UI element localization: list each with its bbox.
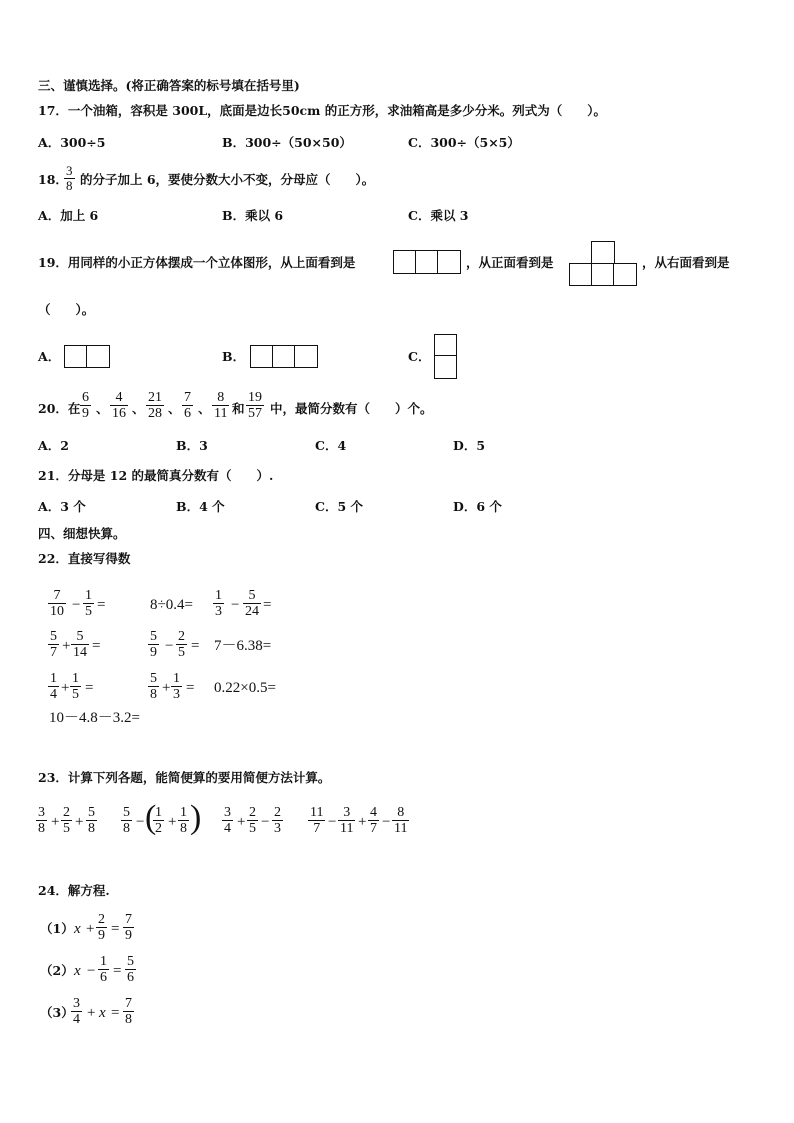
denominator: 8	[123, 821, 130, 836]
denominator: 5	[72, 687, 79, 702]
q18-fraction	[64, 164, 75, 193]
numerator: 1	[72, 671, 79, 686]
q22-item-9: 0.22×0.5=	[214, 680, 276, 696]
denominator: 7	[50, 645, 57, 660]
denominator: 9	[150, 645, 157, 660]
plus-sign: +	[86, 921, 95, 937]
q21-option-b: B．4 个	[176, 499, 225, 514]
numerator: 7	[48, 588, 66, 604]
equals-sign: =	[111, 921, 120, 937]
denominator: 8	[125, 1012, 132, 1027]
plus-sign: +	[168, 814, 177, 830]
numerator: 5	[50, 629, 57, 644]
denominator: 24	[245, 604, 259, 619]
minus-sign: −	[382, 814, 391, 830]
denominator: 8	[180, 821, 187, 836]
variable-x: x	[74, 921, 81, 937]
equals-sign: =	[92, 638, 101, 654]
q17-option-c: C．300÷（5×5）	[408, 135, 520, 150]
numerator: 1	[100, 954, 107, 969]
q19-stem-part1: 19．用同样的小正方体摆成一个立体图形，从上面看到是	[38, 255, 356, 270]
numerator: 19	[248, 390, 262, 405]
q20-fraction-3	[146, 390, 164, 421]
denominator: 4	[50, 687, 57, 702]
numerator: 3	[73, 996, 80, 1011]
denominator: 5	[85, 604, 92, 619]
plus-sign: +	[237, 814, 246, 830]
q18-stem: 的分子加上 6，要使分数大小不变，分母应（ ）。	[80, 172, 375, 187]
numerator: 5	[243, 588, 261, 604]
numerator: 3	[66, 163, 73, 178]
denominator: 8	[38, 821, 45, 836]
denominator: 2	[155, 821, 162, 836]
q23-stem: 23．计算下列各题，能简便算的要用简便方法计算。	[38, 770, 331, 785]
plus-sign: +	[75, 814, 84, 830]
numerator: 2	[178, 629, 185, 644]
denominator: 7	[313, 821, 321, 836]
q17-option-a: A．300÷5	[38, 135, 106, 150]
variable-x: x	[74, 963, 81, 979]
numerator: 7	[125, 912, 132, 927]
denominator: 6	[100, 970, 107, 985]
variable-x: x	[99, 1005, 106, 1021]
equals-sign: =	[191, 638, 200, 654]
numerator: 3	[38, 805, 45, 820]
numerator: 7	[184, 390, 191, 405]
numerator: 4	[370, 805, 377, 820]
minus-sign: −	[72, 597, 81, 613]
q20-option-c: C．4	[315, 438, 347, 453]
q18-option-b: B．乘以 6	[222, 208, 284, 223]
q20-option-d: D．5	[453, 438, 486, 453]
q20-fraction-4	[182, 390, 193, 421]
separator: 、	[132, 401, 145, 416]
separator: 、	[198, 401, 211, 416]
numerator: 5	[127, 954, 134, 969]
q17-option-b: B．300÷（50×50）	[222, 135, 352, 150]
numerator: 8	[392, 805, 409, 821]
section-title-4: 四、细想快算。	[38, 526, 126, 541]
denominator: 10	[50, 604, 64, 619]
equals-sign: =	[85, 680, 94, 696]
numerator: 11	[310, 805, 324, 820]
q20-suffix: 中，最简分数有（ ）个。	[270, 401, 433, 416]
numerator: 21	[148, 390, 162, 405]
numerator: 5	[88, 805, 95, 820]
q20-prefix: 20．在	[38, 401, 81, 416]
numerator: 5	[123, 805, 130, 820]
denominator: 5	[249, 821, 256, 836]
denominator: 6	[127, 970, 134, 985]
q24-stem: 24．解方程.	[38, 883, 110, 898]
numerator: 5	[71, 629, 89, 645]
q21-option-c: C．5 个	[315, 499, 363, 514]
numerator: 2	[98, 912, 105, 927]
numerator: 1	[173, 671, 180, 686]
q22-item-2: 8÷0.4=	[150, 597, 193, 613]
q21-option-a: A．3 个	[38, 499, 86, 514]
q18-option-c: C．乘以 3	[408, 208, 469, 223]
equals-sign: =	[113, 963, 122, 979]
minus-sign: −	[165, 638, 174, 654]
numerator: 5	[150, 629, 157, 644]
denominator: 4	[224, 821, 231, 836]
minus-sign: −	[261, 814, 270, 830]
numerator: 3	[224, 805, 231, 820]
minus-sign: −	[136, 814, 145, 830]
numerator: 1	[215, 588, 222, 603]
plus-sign: +	[61, 680, 70, 696]
denominator: 14	[73, 645, 87, 660]
q20-fraction-6	[246, 390, 264, 421]
q20-option-a: A．2	[38, 438, 69, 453]
section-title-3: 三、谨慎选择。(将正确答案的标号填在括号里)	[38, 78, 300, 93]
numerator: 3	[338, 805, 355, 821]
q17-stem: 17．一个油箱，容积是 300L，底面是边长50cm 的正方形，求油箱高是多少分米。列式为（ ）。	[38, 103, 606, 118]
q21-stem: 21．分母是 12 的最简真分数有（ ）.	[38, 468, 274, 483]
denominator: 9	[98, 928, 105, 943]
numerator: 1	[50, 671, 57, 686]
denominator: 5	[63, 821, 70, 836]
plus-sign: +	[51, 814, 60, 830]
minus-sign: −	[87, 963, 96, 979]
separator: 、	[168, 401, 181, 416]
q22-stem: 22．直接写得数	[38, 551, 131, 566]
plus-sign: +	[62, 638, 71, 654]
equals-sign: =	[263, 597, 272, 613]
numerator: 5	[150, 671, 157, 686]
denominator: 28	[148, 406, 162, 421]
denominator: 3	[173, 687, 180, 702]
left-parenthesis: (	[145, 799, 157, 836]
numerator: 1	[155, 805, 162, 820]
numerator: 2	[274, 805, 281, 820]
minus-sign: −	[328, 814, 337, 830]
numerator: 2	[249, 805, 256, 820]
and-word: 和	[232, 401, 245, 416]
numerator: 1	[180, 805, 187, 820]
q20-option-b: B．3	[176, 438, 208, 453]
equals-sign: =	[111, 1005, 120, 1021]
plus-sign: +	[162, 680, 171, 696]
numerator: 7	[125, 996, 132, 1011]
denominator: 8	[66, 178, 73, 193]
denominator: 5	[178, 645, 185, 660]
numerator: 8	[212, 390, 229, 406]
minus-sign: −	[231, 597, 240, 613]
numerator: 1	[85, 588, 92, 603]
denominator: 4	[73, 1012, 80, 1027]
q19-stem-part2: ，从正面看到是	[466, 255, 554, 270]
q19-option-a-label: A．	[38, 349, 61, 364]
denominator: 3	[274, 821, 281, 836]
q20-fraction-2	[110, 390, 128, 421]
q18-number: 18．	[38, 172, 68, 187]
denominator: 9	[125, 928, 132, 943]
equals-sign: =	[97, 597, 106, 613]
item-label: （3）	[40, 1005, 74, 1020]
denominator: 16	[112, 406, 126, 421]
item-label: （2）	[40, 963, 74, 978]
q22-item-10: 10－4.8－3.2=	[49, 710, 140, 726]
denominator: 8	[150, 687, 157, 702]
denominator: 11	[214, 406, 228, 421]
q19-blank: （ ）。	[38, 302, 95, 317]
equals-sign: =	[186, 680, 195, 696]
denominator: 11	[340, 821, 354, 836]
q19-option-c-label: C．	[408, 349, 431, 364]
item-label: （1）	[40, 921, 74, 936]
numerator: 6	[82, 390, 89, 405]
denominator: 11	[394, 821, 408, 836]
denominator: 6	[184, 406, 191, 421]
plus-sign: +	[87, 1005, 96, 1021]
q19-option-b-label: B．	[222, 349, 246, 364]
right-parenthesis: )	[190, 799, 202, 836]
plus-sign: +	[358, 814, 367, 830]
numerator: 2	[63, 805, 70, 820]
q18-option-a: A．加上 6	[38, 208, 99, 223]
denominator: 7	[370, 821, 377, 836]
numerator: 4	[110, 390, 128, 406]
q20-fraction-5	[212, 390, 229, 421]
denominator: 8	[88, 821, 95, 836]
denominator: 9	[82, 406, 89, 421]
denominator: 57	[248, 406, 262, 421]
separator: 、	[96, 401, 109, 416]
q20-fraction-1	[80, 390, 91, 421]
q21-option-d: D．6 个	[453, 499, 502, 514]
q22-item-6: 7－6.38=	[214, 638, 272, 654]
denominator: 3	[215, 604, 222, 619]
q19-stem-part3: ，从右面看到是	[642, 255, 730, 270]
